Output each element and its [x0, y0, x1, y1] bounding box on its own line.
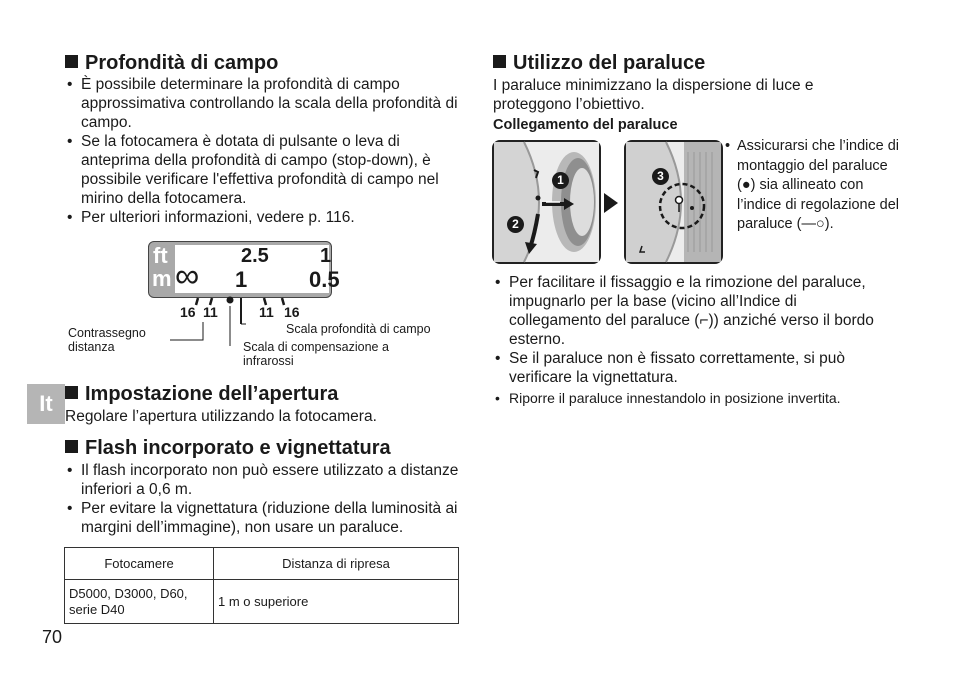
feet-value: 1: [320, 245, 332, 267]
dof-bullets: [65, 75, 465, 227]
label-infrared-scale: Scala di compensazione a infrarossi: [243, 340, 389, 368]
meter-value: 1: [235, 267, 248, 292]
hood-attach-photo: [492, 140, 601, 264]
dof-mark: 11: [203, 304, 218, 320]
list-item: • Se il paraluce non è fissato correttamente, si può verificare la vignettatura.: [493, 349, 893, 387]
section-square-icon: [65, 440, 78, 453]
aperture-text: Regolare l’apertura utilizzando la fotocamera.: [65, 408, 377, 425]
label-dof-scale: Scala profondità di campo: [286, 322, 431, 336]
hood-alignment-photo: [624, 140, 723, 264]
section-square-icon: [65, 55, 78, 68]
page-number: 70: [42, 627, 63, 647]
list-item: • È possibile determinare la profondità di campo approssimativa controllando la scala della profondità di campo.: [65, 75, 465, 132]
dof-mark: 11: [259, 304, 274, 320]
list-item: • Per ulteriori informazioni, vedere p. 116.: [65, 208, 465, 227]
heading-hood: Utilizzo del paraluce: [493, 51, 705, 75]
table-header: Fotocamere: [65, 548, 214, 580]
meter-unit: m: [152, 266, 172, 291]
dof-mark: 16: [284, 304, 300, 320]
step-2-badge: 2: [507, 216, 524, 233]
dof-mark: 16: [180, 304, 196, 320]
hood-subheading: Collegamento del paraluce: [493, 117, 678, 133]
dof-scale-diagram: [148, 241, 340, 298]
step-1-badge: 1: [552, 172, 569, 189]
list-item: • Assicurarsi che l’indice di montaggio del paraluce (●) sia allineato con l’indice di regolazione del paraluce (—○).: [723, 137, 903, 235]
list-item: • Per facilitare il fissaggio e la rimozione del paraluce, impugnarlo per la base (vicino all’Indice di collegamento del paraluce (⌐)) anziché verso il bordo esterno.: [493, 273, 893, 349]
language-tab: It: [27, 384, 65, 424]
meter-value: ∞: [175, 257, 200, 295]
heading-aperture: Impostazione dell’apertura: [65, 382, 338, 406]
list-item: • Per evitare la vignettatura (riduzione della luminosità ai margini dell’immagine), non usare un paraluce.: [65, 499, 465, 537]
section-square-icon: [493, 55, 506, 68]
distance-table: [64, 547, 459, 624]
flash-bullets: [65, 461, 465, 537]
table-header: Distanza di ripresa: [214, 548, 459, 580]
meter-value: 0.5: [309, 267, 340, 292]
arrow-right-icon: [604, 193, 620, 213]
table-cell: D5000, D3000, D60, serie D40: [65, 580, 214, 624]
hood-alignment-drawing: [626, 142, 721, 262]
hood-attach-drawing: [494, 142, 599, 262]
feet-unit: ft: [153, 243, 168, 268]
distance-window: [175, 245, 340, 295]
list-item: • Riporre il paraluce innestandolo in posizione invertita.: [493, 389, 893, 408]
list-item: • Il flash incorporato non può essere utilizzato a distanze inferiori a 0,6 m.: [65, 461, 465, 499]
heading-dof: Profondità di campo: [65, 51, 278, 75]
hood-bullets: [493, 273, 893, 408]
heading-flash: Flash incorporato e vignettatura: [65, 436, 391, 460]
hood-side-note: [723, 137, 903, 235]
section-square-icon: [65, 386, 78, 399]
table-cell: 1 m o superiore: [214, 580, 459, 624]
feet-value: 2.5: [241, 245, 269, 267]
label-distance-mark: Contrassegno distanza: [68, 326, 146, 354]
list-item: • Se la fotocamera è dotata di pulsante o leva di anteprima della profondità di campo (stop-down), è possibile verificare l'effettiva profondità di campo nel mirino della fotocamera.: [65, 132, 465, 208]
hood-intro: I paraluce minimizzano la dispersione di luce e proteggono l’obiettivo.: [493, 77, 814, 113]
step-3-badge: 3: [652, 168, 669, 185]
